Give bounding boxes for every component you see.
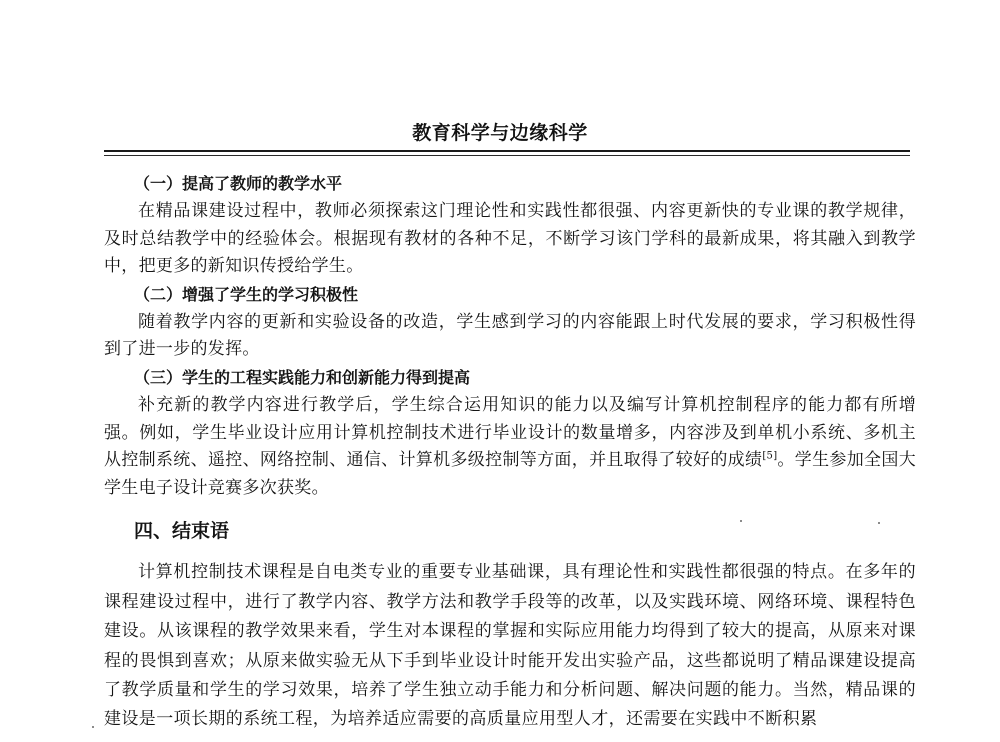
running-header: 教育科学与边缘科学 (412, 122, 588, 144)
scan-speck (878, 522, 880, 524)
paragraph-2: 随着教学内容的更新和实验设备的改造，学生感到学习的内容能跟上时代发展的要求，学习积极性得到了进一步的发挥。 (104, 311, 916, 360)
article-body (104, 170, 916, 735)
paragraph-3-text-b: 。学生参加全国大学生电子设计竞赛多次获奖。 (104, 450, 916, 498)
section-heading-conclusion: 四、结束语 (134, 520, 230, 543)
subsection-heading-3: （三）学生的工程实践能力和创新能力得到提高 (134, 367, 471, 387)
scan-speck (92, 726, 94, 728)
paragraph-3 (104, 392, 916, 502)
header-rule-thick (104, 150, 910, 152)
subsection-heading-2: （二）增强了学生的学习积极性 (134, 284, 359, 304)
citation-mark: [5] (762, 450, 778, 462)
scan-speck (740, 520, 742, 522)
paragraph-conclusion: 计算机控制技术课程是自电类专业的重要专业基础课，具有理论性和实践性都很强的特点。在多年的课程建设过程中，进行了教学内容、教学方法和教学手段等的改革，以及实践环境、网络环境、课程特色建设。从该课程的教学效果来看，学生对本课程的掌握和实际应用能力均得到了较大的提高，从原来对课程的畏惧到喜欢；从原来做实验无从下手到毕业设计时能开发出实验产品，这些都说明了精品课建设提高了教学质量和学生的学习效果，培养了学生独立动手能力和分析问题、解决问题的能力。当然，精品课的建设是一项长期的系统工程，为培养适应需要的高质量应用型人才，还需要在实践中不断积累 (104, 562, 916, 730)
paragraph-3-text-a: 补充新的教学内容进行教学后，学生综合运用知识的能力以及编写计算机控制程序的能力都有所增强。例如，学生毕业设计应用计算机控制技术进行毕业设计的数量增多，内容涉及到单机小系统、多机主从控制系统、遥控、网络控制、通信、计算机多级控制等方面，并且取得了较好的成绩 (104, 394, 916, 471)
paragraph-1: 在精品课建设过程中，教师必须探索这门理论性和实践性都很强、内容更新快的专业课的教学规律，及时总结教学中的经验体会。根据现有教材的各种不足，不断学习该门学科的最新成果，将其融入到教学中，把更多的新知识传授给学生。 (104, 201, 916, 277)
subsection-heading-1: （一）提高了教师的教学水平 (134, 174, 343, 193)
header-rule-thin (104, 155, 910, 156)
